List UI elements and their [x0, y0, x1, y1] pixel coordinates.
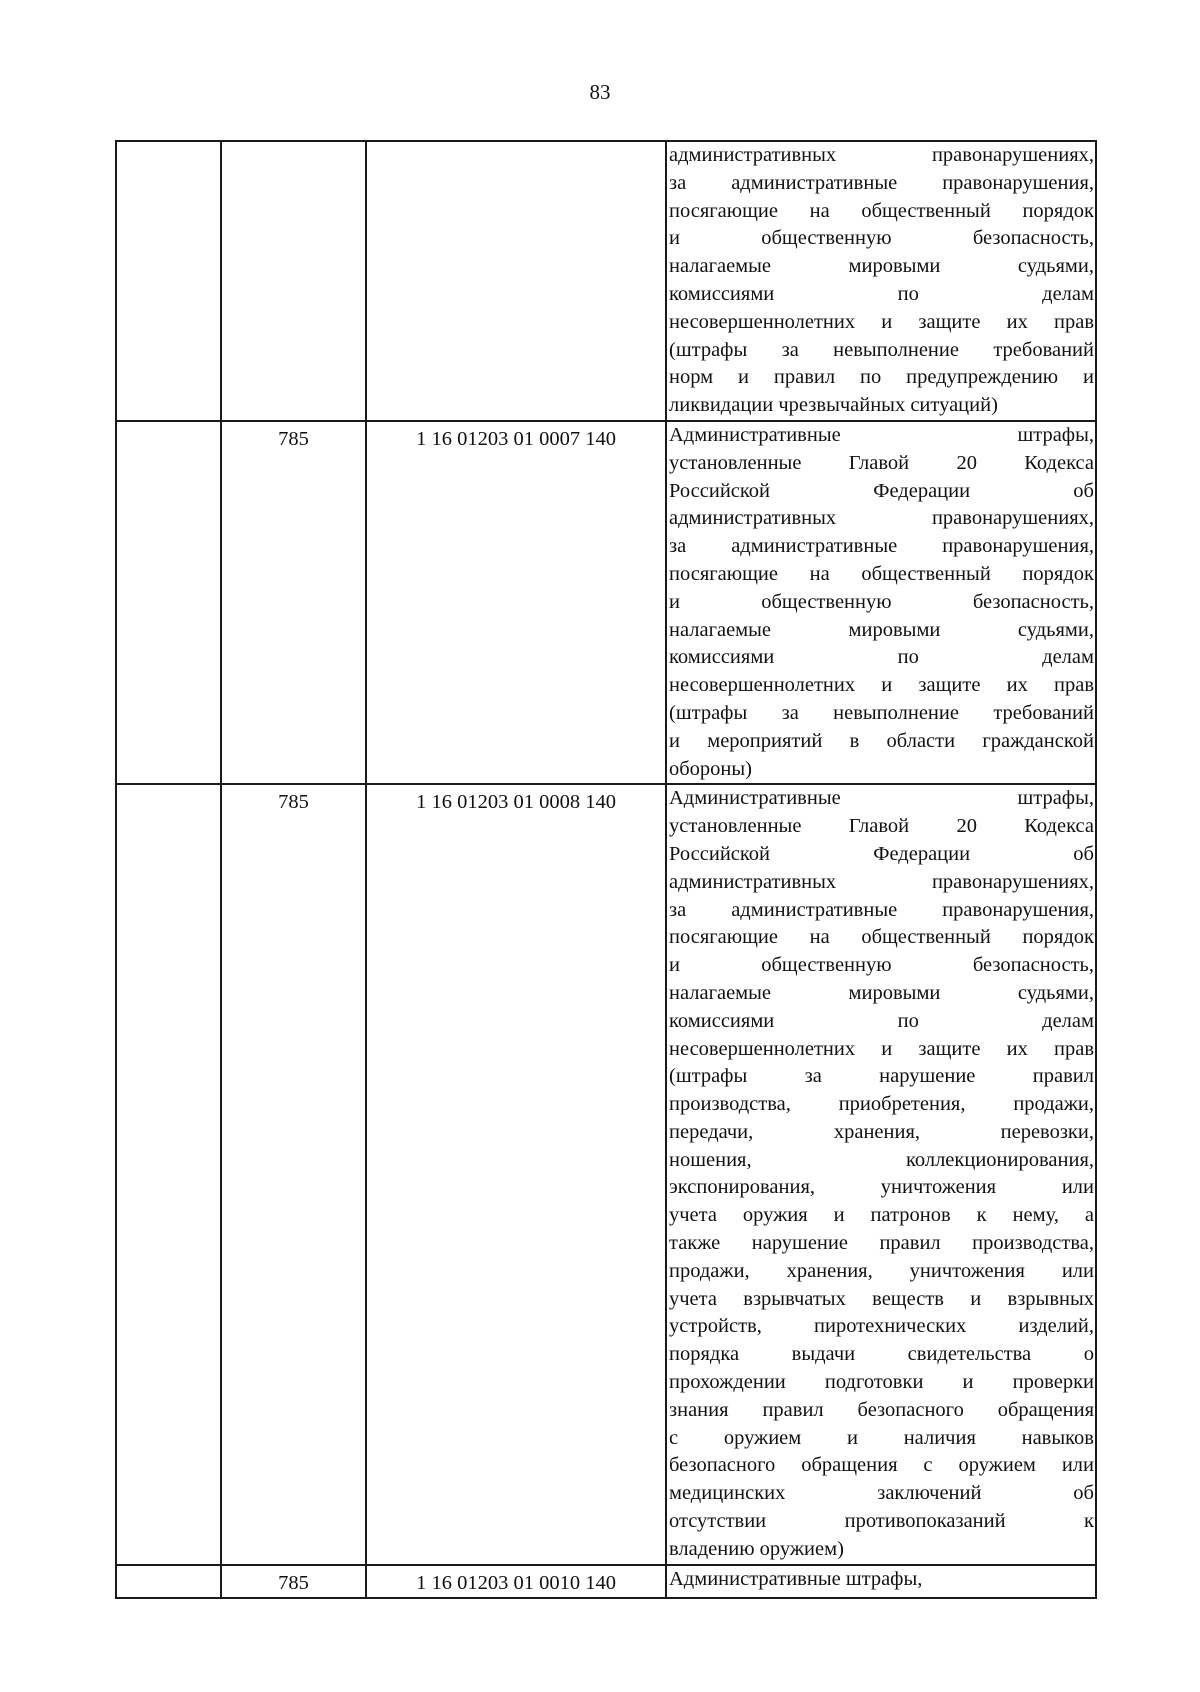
description-line: и мероприятий в области гражданской [669, 729, 1094, 752]
description-line: несовершеннолетних и защите их прав [669, 1037, 1094, 1060]
description-line: медицинских заключений об [669, 1482, 1094, 1505]
admin-code-cell: 785 [221, 784, 366, 1564]
description-line: несовершеннолетних и защите их прав [669, 310, 1094, 333]
description-line: Административные штрафы, [669, 423, 1094, 446]
description-line: комиссиями по делам [669, 646, 1094, 669]
description-line: Российской Федерации об [669, 842, 1094, 865]
admin-code-cell [221, 141, 366, 421]
table-row [116, 421, 1096, 784]
table-row [116, 1565, 1096, 1599]
description-line: (штрафы за невыполнение требований [669, 701, 1094, 724]
description-line: и общественную безопасность, [669, 227, 1094, 250]
description-line: также нарушение правил производства, [669, 1232, 1094, 1255]
budget-codes-table [115, 140, 1097, 1599]
description-line: учета оружия и патронов к нему, а [669, 1204, 1094, 1227]
description-line: с оружием и наличия навыков [669, 1426, 1094, 1449]
description-line: Административные штрафы, [669, 1567, 923, 1590]
description-line: устройств, пиротехнических изделий, [669, 1315, 1094, 1338]
description-line: налагаемые мировыми судьями, [669, 255, 1094, 278]
description-line: посягающие на общественный порядок [669, 199, 1094, 222]
description-line: комиссиями по делам [669, 282, 1094, 305]
description-line: Административные штрафы, [669, 787, 1094, 810]
description-line: Российской Федерации об [669, 479, 1094, 502]
description-line: административных правонарушениях, [669, 144, 1094, 166]
description-line: порядка выдачи свидетельства о [669, 1343, 1094, 1366]
description-line: передачи, хранения, перевозки, [669, 1120, 1094, 1143]
description-line: безопасного обращения с оружием или [669, 1454, 1094, 1477]
description-cell [666, 141, 1096, 421]
description-line: ликвидации чрезвычайных ситуаций) [669, 394, 998, 417]
description-line: знания правил безопасного обращения [669, 1398, 1094, 1421]
table-row [116, 141, 1096, 421]
description-line: комиссиями по делам [669, 1009, 1094, 1032]
description-line: норм и правил по предупреждению и [669, 366, 1094, 389]
description-line: учета взрывчатых веществ и взрывных [669, 1287, 1094, 1310]
row-blank-cell [116, 1565, 221, 1599]
description-line: владению оружием) [669, 1537, 844, 1560]
description-line: и общественную безопасность, [669, 954, 1094, 977]
row-blank-cell [116, 784, 221, 1564]
description-line: установленные Главой 20 Кодекса [669, 451, 1094, 474]
description-line: за административные правонарушения, [669, 535, 1094, 558]
budget-code-cell: 1 16 01203 01 0007 140 [366, 421, 666, 784]
description-line: несовершеннолетних и защите их прав [669, 674, 1094, 697]
description-line: налагаемые мировыми судьями, [669, 981, 1094, 1004]
budget-code-cell: 1 16 01203 01 0010 140 [366, 1565, 666, 1599]
description-cell [666, 1565, 1096, 1599]
table-row [116, 784, 1096, 1564]
description-line: и общественную безопасность, [669, 590, 1094, 613]
description-line: обороны) [669, 757, 753, 780]
description-cell [666, 421, 1096, 784]
description-line: административных правонарушениях, [669, 870, 1094, 893]
description-line: посягающие на общественный порядок [669, 926, 1094, 949]
description-line: (штрафы за невыполнение требований [669, 338, 1094, 361]
description-line: ношения, коллекционирования, [669, 1148, 1094, 1171]
description-line: за административные правонарушения, [669, 898, 1094, 921]
admin-code-cell: 785 [221, 421, 366, 784]
description-line: отсутствии противопоказаний к [669, 1510, 1094, 1533]
description-line: за административные правонарушения, [669, 171, 1094, 194]
table-body [116, 141, 1096, 1598]
page-number: 83 [589, 80, 611, 104]
row-blank-cell [116, 421, 221, 784]
description-line: продажи, хранения, уничтожения или [669, 1259, 1094, 1282]
description-cell [666, 784, 1096, 1564]
description-line: (штрафы за нарушение правил [669, 1065, 1094, 1088]
description-line: налагаемые мировыми судьями, [669, 618, 1094, 641]
budget-code-cell [366, 141, 666, 421]
description-line: экспонирования, уничтожения или [669, 1176, 1094, 1199]
description-line: установленные Главой 20 Кодекса [669, 815, 1094, 838]
budget-code-cell: 1 16 01203 01 0008 140 [366, 784, 666, 1564]
row-blank-cell [116, 141, 221, 421]
description-line: прохождении подготовки и проверки [669, 1371, 1094, 1394]
description-line: производства, приобретения, продажи, [669, 1093, 1094, 1116]
admin-code-cell: 785 [221, 1565, 366, 1599]
description-line: административных правонарушениях, [669, 507, 1094, 530]
description-line: посягающие на общественный порядок [669, 562, 1094, 585]
